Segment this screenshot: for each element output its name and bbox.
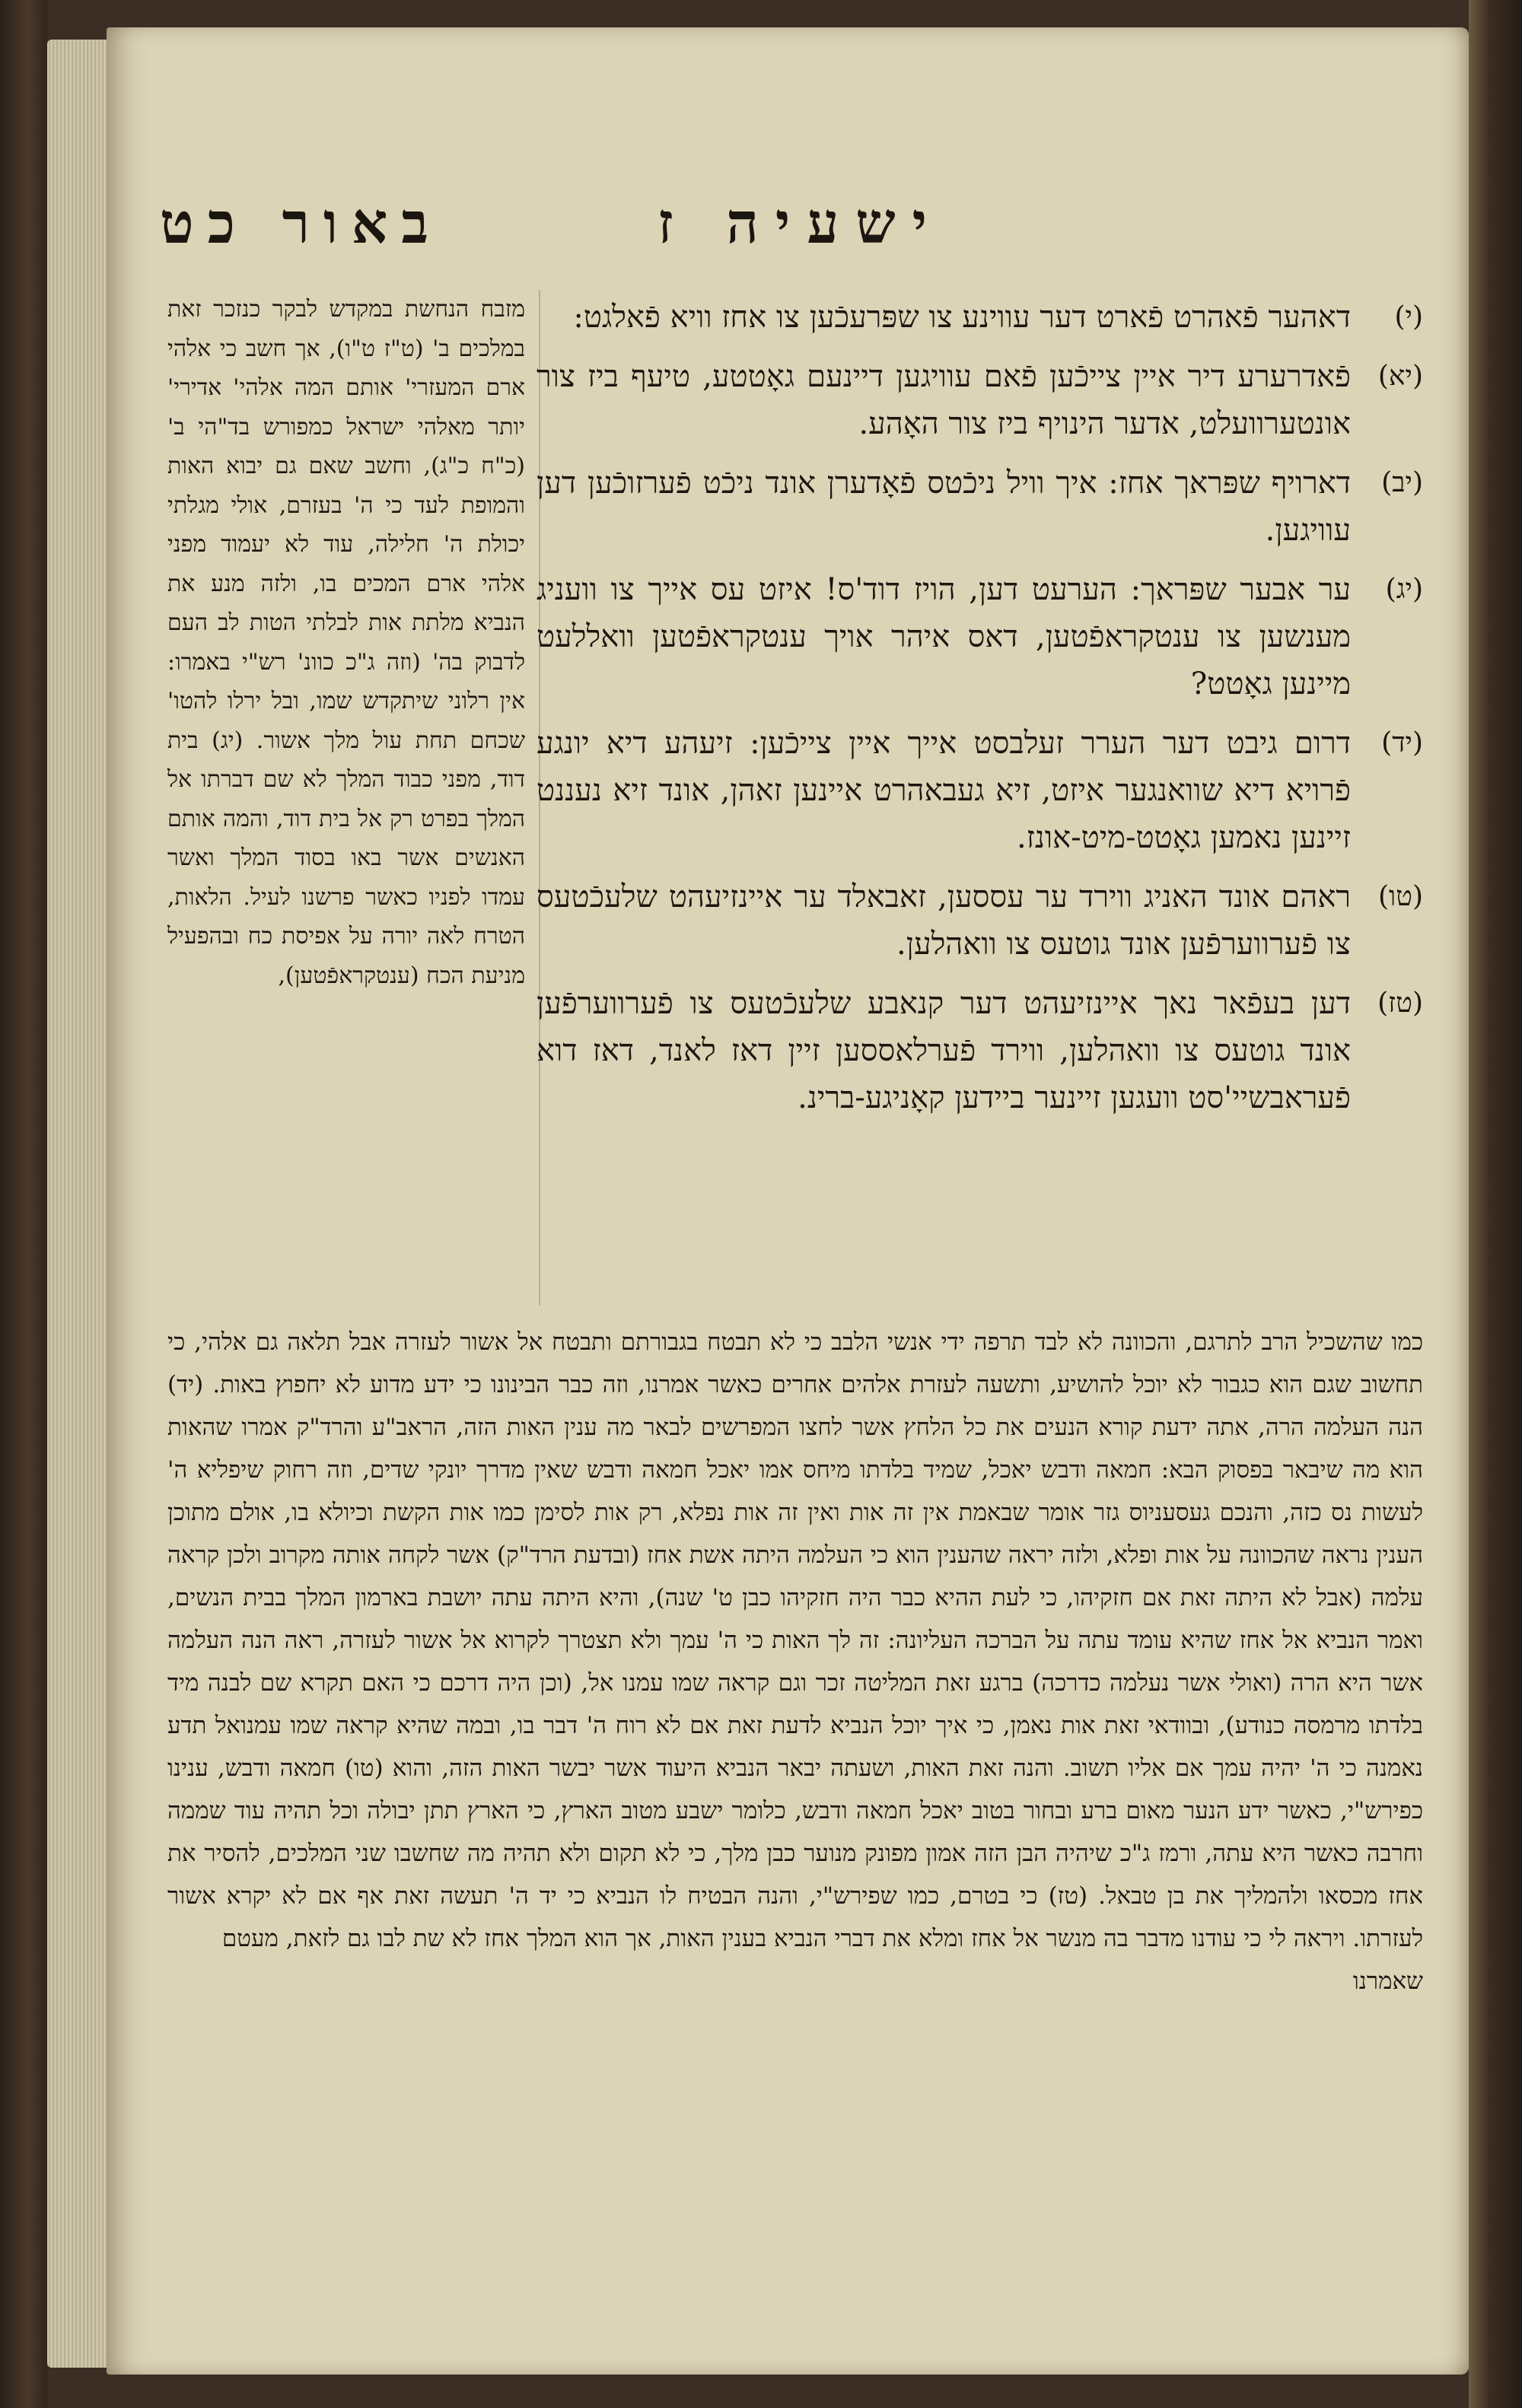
verse-number: (יב) [1381,467,1423,498]
book-cover-left [0,0,47,2408]
column-divider [539,290,540,1306]
main-text-column [537,294,1423,1306]
verse-number: (יד) [1381,727,1423,759]
verse-text: דרום גיבט דער הערר זעלבסט אייך איין צייכֿען: זיעהע דיא יונגע פֿרויא דיא שוואנגער איזט, זיא געבאהרט איינען זאהן, אונד זיא נעננט זיינען נאמען גאָטט-מיט-אונז. [537,726,1351,855]
verse-number: (י) [1394,301,1423,332]
verse-number: (יג) [1385,574,1423,605]
commentary-paragraph: כמו שהשכיל הרב לתרגם, והכוונה לא לבד תרפה ידי אנשי הלבב כי לא תבטח בגבורתם ותבטח אל אשור לעזרה אבל תלאה גם אלהי, כי תחשוב שגם הוא כגבור לא יוכל להושיע, ותשעה לעזרת אלהים אחרים כאשר אמרנו, וזה כבר הבינונו כי ידע מדוע לא יחפוץ באות. (יד) הנה העלמה הרה, אתה ידעת קורא הנעים את כל הלחץ אשר לחצו המפרשים לבאר מה ענין האות הזה, הראב"ע והרד"ק אמרו שהאות הוא מה שיבאר בפסוק הבא: חמאה ודבש יאכל, שמיד בלדתו מיחס אמו יאכל חמאה ודבש שאין מדרך יונקי שדים, וזה רחוק שיפליא ה' לעשות נס כזה, והנכם געסעניוס גזר אומר שבאמת אין זה אות ואין זה אות נפלא, רק אות לסימן כמו אות הקשת וכיולא בו, אולם מתוכן הענין נראה שהכוונה על אות ופלא, ולזה יראה שהענין הוא כי העלמה היתה אשת אחז (ובדעת הרד"ק) אשר לקחה אותה מקרוב ולכן קראה עלמה (אבל לא היתה זאת אם חזקיהו, כי לעת ההיא כבר היה חזקיהו כבן ט' שנה), והיא היתה עתה יושבת בארמון המלך בבית הנשים, ואמר הנביא אל אחז שהיא עומד עתה על הברכה העליונה: זה לך האות כי ה' עמך ולא תצטרך לקרוא אל אשור לעזרה, ראה הנה העלמה אשר היא הרה (ואולי אשר נעלמה כדרכה) ברגע זאת המליטה זכר וגם קראה שמו עמנו אל, (וכן היה דרכם כי האם תקרא שם לבנה מיד בלדתו מרמסה כנודע), ובוודאי זאת אות נאמן, כי איך יוכל הנביא לדעת זאת אם לא רוח ה' דבר בו, ובמה שהיא קראה שמו עמנואל תדע נאמנה כי ה' יהיה עמך אם אליו תשוב. והנה זאת האות, ושעתה יבאר הנביא היעוד אשר יבשר האות הזה, והוא (טו) חמאה ודבש, ענינו כפירש"י, כאשר ידע הנער מאום ברע ובחור בטוב יאכל חמאה ודבש, כלומר ישבע מטוב הארץ, כי הארץ תתן יבולה וכל תהיה עוד שממה וחרבה כאשר היא עתה, ורמז ג"כ שיהיה הבן הזה אמון מפונק מנוער כבן מלך, כי לא תקום ולא תהיה מה שחשבו שני המלכים, להסיר את אחז מכסאו ולהמליך את בן טבאל. (טז) כי בטרם, כמו שפירש"י, והנה הבטיח לו הנביא כי יד ה' תעשה זאת אף אם לא יקרא אשור לעזרתו. ויראה לי כי עודנו מדבר בה מנשר אל אחז ומלא את דברי הנביא בענין האות, אך הוא המלך אחז לא שת לבו גם לזאת, מעטם [167,1328,1423,1952]
verse [537,566,1423,708]
verse-number: (טז) [1377,988,1423,1019]
verse-text: דאהער פֿאהרט פֿארט דער עווינע צו שפּרעכֿען צו אחז וויא פֿאלגט: [573,300,1351,335]
commentary-last-line: שאמרנו [1352,1967,1423,1995]
commentary-bottom-block [167,1321,1423,2002]
verse-text: פֿאדרערע דיר איין צייכֿען פֿאם עוויגען דיינעם גאָטטע, טיעף ביז צור אונטערוועלט, אדער הינויף ביז צור האָהע. [537,359,1351,441]
commentary-side-column: מזבח הנחשת במקדש לבקר כנזכר זאת במלכים ב' (ט"ז ט"ו), אך חשב כי אלהי ארם המעזרי' אותם המה אלהי' אדירי' יותר מאלהי ישראל כמפורש בד"הי ב' (כ"ח כ"ג), וחשב שאם גם יבוא האות והמופת לעד כי ה' בעזרם, אולי מגלתי יכולת ה' חלילה, עוד לא יעמוד מפני אלהי ארם המכים בו, ולזה מנע את הנביא מלתת אות לבלתי הטות לב העם לדבוק בה' (וזה ג"כ כוונ' רש"י באמרו: אין רלוני שיתקדש שמו, ובל ירלו להטו' שכחם תחת עול מלך אשור. (יג) בית דוד, מפני כבוד המלך לא שם דברתו אל המלך בפרט רק אל בית דוד, והמה אותם האנשים אשר באו בסוד המלך ואשר עמדו לפניו כאשר פרשנו לעיל. הלאות, הטרח לאה יורה על אפיסת כח ובהפעיל מניעת הכח (ענטקראפֿטען), [167,296,525,989]
verse [537,460,1423,554]
verse [537,873,1423,968]
verse [537,353,1423,447]
page-edges [47,40,110,2368]
verse [537,720,1423,861]
commentary-title: באור כט [160,191,443,256]
verse [537,980,1423,1121]
running-title: ישעיה ז [657,191,944,256]
verse-number: (טו) [1377,881,1423,912]
book-page [107,27,1469,2375]
verse-text: ראהם אונד האניג ווירד ער עססען, זאבאלד ער איינזיעהט שלעכֿטעס צו פֿערווערפֿען אונד גוטעס צו וואהלען. [537,880,1351,962]
page-header [107,191,1469,259]
verse-text: דען בעפֿאר נאך איינזיעהט דער קנאבע שלעכֿטעס צו פֿערווערפֿען אונד גוטעס צו וואהלען, ווירד פֿערלאססען זיין דאז לאנד, דאז דוא פֿעראבשיי'סט וועגען זיינער ביידען קאָניגע-ברינ. [537,986,1351,1115]
book-binding [1469,0,1522,2408]
verse-number: (יא) [1377,361,1423,392]
verse-text: דארויף שפּראך אחז: איך וויל ניכֿטס פֿאָדערן אונד ניכֿט פֿערזוכֿען דען עוויגען. [537,466,1351,548]
verse-text: ער אבער שפּראך: הערעט דען, הויז דוד'ס! איזט עס אייך צו וועניג מענשען צו ענטקראפֿטען, דאס איהר אויך ענטקראפֿטען וואללעט מיינען גאָטט? [537,572,1351,701]
verse [537,294,1423,341]
